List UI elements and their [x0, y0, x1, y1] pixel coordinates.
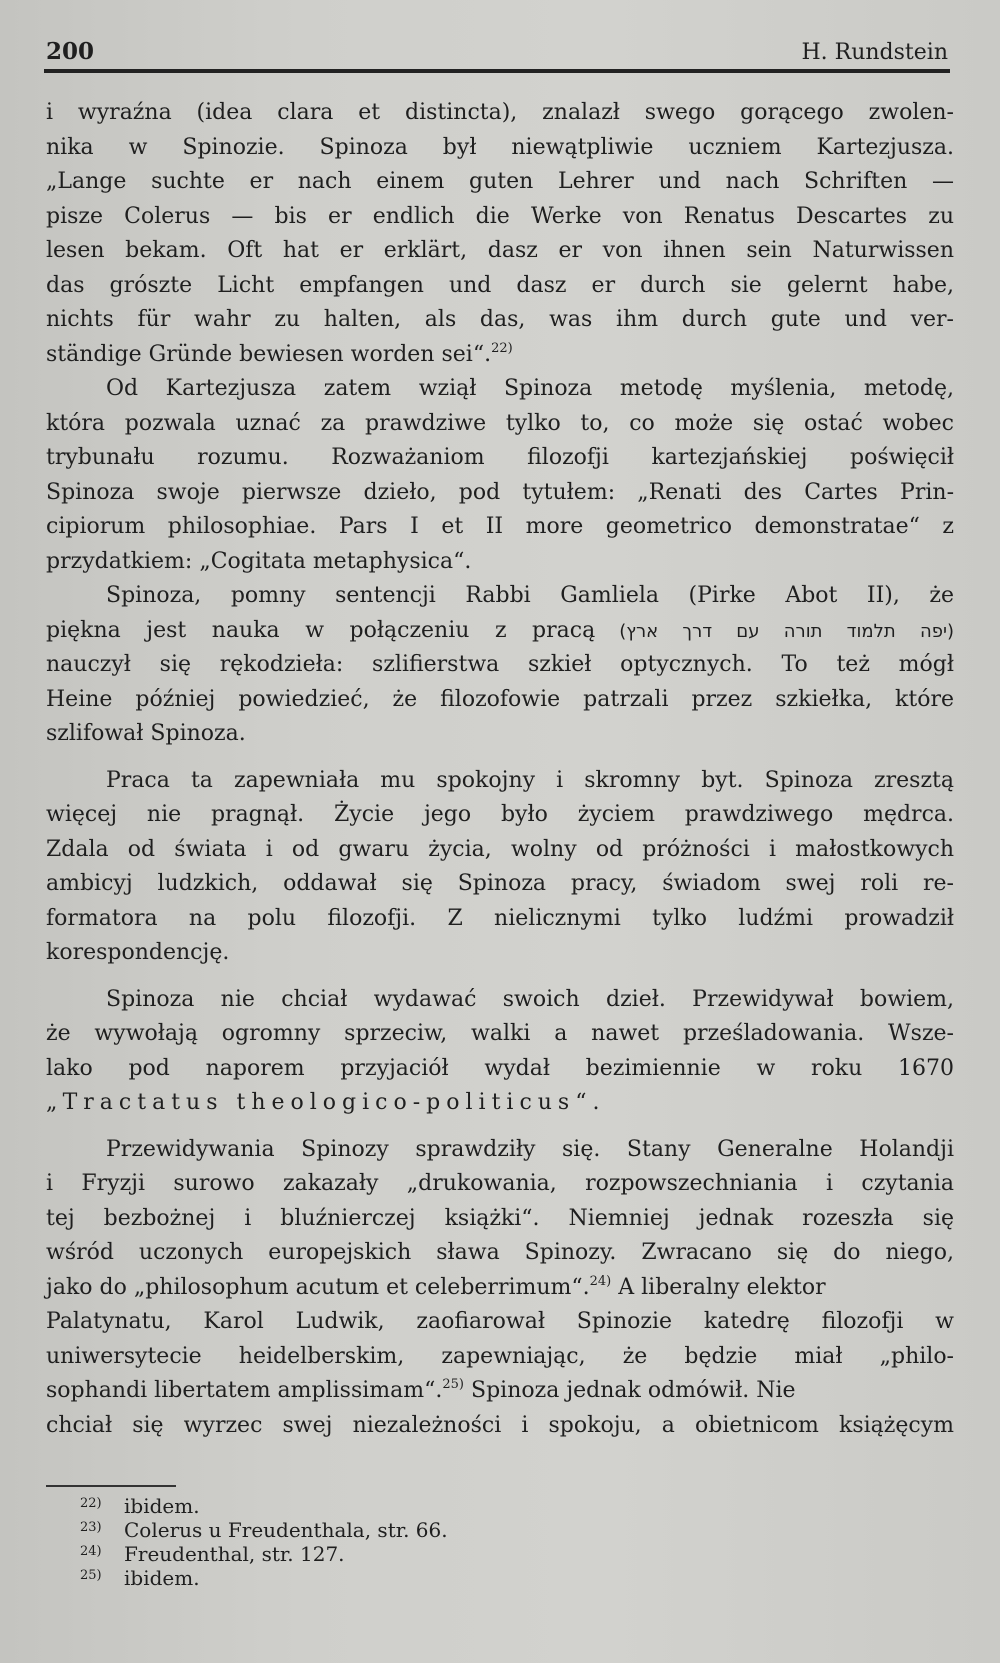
running-head-author: H. Rundstein: [801, 40, 948, 65]
text-line: „Lange suchte er nach einem guten Lehrer und nach Schriften —: [46, 169, 954, 194]
text-line: [46, 338, 954, 373]
text-span: piękna jest nauka w połączeniu z pracą: [46, 617, 596, 643]
footnotes: [80, 1492, 448, 1588]
text-span: ständige Gründe bewiesen worden sei“.: [46, 341, 492, 367]
footnote-number: 24): [80, 1544, 102, 1559]
text-line: lako pod naporem przyjaciół wydał bezimiennie w roku 1670: [46, 1055, 954, 1081]
text-line: Heine później powiedzieć, że filozofowie patrzali przez szkiełka, które: [46, 686, 954, 712]
text-line: która pozwala uznać za prawdziwe tylko to, co może się ostać wobec: [46, 410, 954, 436]
footnote-number: 25): [80, 1568, 102, 1583]
footnote-text: ibidem.: [124, 1494, 200, 1518]
text-line: korespondencję.: [46, 940, 230, 965]
text-line: że wywołają ogromny sprzeciw, walki a nawet prześladowania. Wsze-: [46, 1021, 954, 1046]
paragraph-gap: [46, 752, 954, 764]
text-line: chciał się wyrzec swej niezależności i spokoju, a obietnicom książęcym: [46, 1412, 954, 1438]
footnote-ref-24: 24): [589, 1273, 612, 1289]
footnote-rule: [46, 1485, 176, 1487]
footnote: [80, 1564, 448, 1588]
footnote-ref-25: 25): [442, 1377, 465, 1392]
text-line: i wyraźna (idea clara et distincta), znalazł swego gorącego zwolen-: [46, 100, 954, 125]
hebrew-quote: (יפה תלמוד תורה עם דרך ארץ): [619, 620, 954, 642]
text-line: pisze Colerus — bis er endlich die Werke von Renatus Descartes zu: [46, 203, 954, 229]
footnote-text: ibidem.: [124, 1566, 200, 1590]
text-line: [46, 1271, 954, 1306]
footnote-text: Colerus u Freudenthala, str. 66.: [124, 1518, 448, 1542]
text-line: lesen bekam. Oft hat er erklärt, dasz er von ihnen sein Naturwissen: [46, 238, 954, 263]
text-line: cipiorum philosophiae. Pars I et II more geometrico demonstratae“ z: [46, 514, 954, 539]
text-line: nika w Spinozie. Spinoza był niewątpliwie uczniem Kartezjusza.: [46, 134, 954, 160]
text-line: nichts für wahr zu halten, als das, was ihm durch gute und ver-: [46, 307, 954, 332]
footnote: [80, 1540, 448, 1564]
text-line: „Tractatus theologico-politicus“.: [46, 1090, 606, 1115]
text-line: Zdala od świata i od gwaru życia, wolny od próżności i małostkowych: [46, 836, 954, 862]
text-line: nauczył się rękodzieła: szlifierstwa szkieł optycznych. To też mógł: [46, 652, 954, 677]
text-line: [46, 1374, 954, 1409]
page-number: 200: [46, 38, 95, 65]
text-line: więcej nie pragnął. Życie jego było życiem prawdziwego mędrca.: [46, 802, 954, 827]
footnote-text: Freudenthal, str. 127.: [124, 1542, 345, 1566]
text-line: uniwersytecie heidelberskim, zapewniając, że będzie miał „philo-: [46, 1343, 954, 1369]
text-line: ambicyj ludzkich, oddawał się Spinoza pracy, świadom swej roli re-: [46, 871, 954, 896]
text-span: jako do „philosophum acutum et celeberrimum“.: [46, 1274, 590, 1300]
header-rule: [44, 69, 950, 73]
footnote: [80, 1516, 448, 1540]
text-line: tej bezbożnej i bluźnierczej książki“. Niemniej jednak rozeszła się: [46, 1205, 954, 1231]
footnote-number: 23): [80, 1520, 102, 1535]
text-line: Palatynatu, Karol Ludwik, zaofiarował Spinozie katedrę filozofji w: [46, 1309, 954, 1334]
text-line: i Fryzji surowo zakazały „drukowania, rozpowszechniania i czytania: [46, 1171, 954, 1196]
footnote-number: 22): [80, 1496, 102, 1511]
text-line: Przewidywania Spinozy sprawdziły się. Stany Generalne Holandji: [106, 1136, 954, 1162]
text-line: przydatkiem: „Cogitata metaphysica“.: [46, 548, 472, 574]
footnote: [80, 1492, 448, 1516]
body-text: [46, 96, 954, 1443]
text-line: Spinoza nie chciał wydawać swoich dzieł. Przewidywał bowiem,: [106, 986, 954, 1012]
paragraph-gap: [46, 971, 954, 983]
text-line: Spinoza swoje pierwsze dzieło, pod tytułem: „Renati des Cartes Prin-: [46, 479, 954, 505]
text-line: Spinoza, pomny sentencji Rabbi Gamliela (Pirke Abot II), że: [106, 583, 954, 608]
text-line: wśród uczonych europejskich sława Spinozy. Zwracano się do niego,: [46, 1240, 954, 1265]
text-span: sophandi libertatem amplissimam“.: [46, 1378, 443, 1403]
paragraph-gap: [46, 1121, 954, 1133]
text-line: trybunału rozumu. Rozważaniom filozofji kartezjańskiej poświęcił: [46, 445, 954, 470]
text-line: formatora na polu filozofji. Z nielicznymi tylko ludźmi prowadził: [46, 905, 954, 931]
running-head: [46, 38, 948, 68]
footnote-ref-22: 22): [491, 340, 513, 356]
text-line: das grószte Licht empfangen und dasz er durch sie gelernt habe,: [46, 272, 954, 298]
text-span: A liberalny elektor: [611, 1274, 826, 1300]
text-line: szlifował Spinoza.: [46, 721, 246, 746]
text-line: [46, 614, 954, 649]
text-line: Praca ta zapewniała mu spokojny i skromny byt. Spinoza zresztą: [106, 767, 954, 793]
text-line: Od Kartezjusza zatem wziął Spinoza metodę myślenia, metodę,: [106, 376, 954, 401]
text-span: Spinoza jednak odmówił. Nie: [464, 1378, 796, 1403]
